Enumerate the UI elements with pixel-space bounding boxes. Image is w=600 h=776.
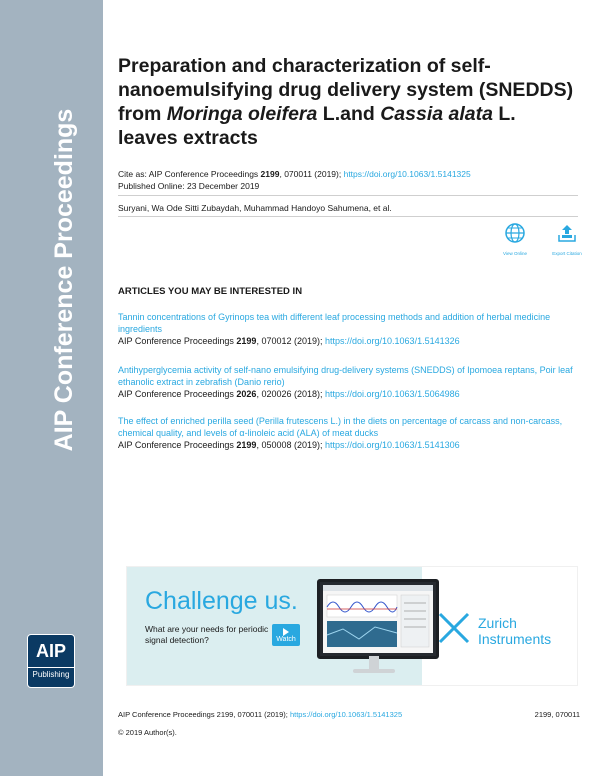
play-icon — [282, 628, 290, 636]
ref-journal: AIP Conference Proceedings — [118, 440, 237, 450]
title-part-3: L. leaves extracts — [118, 103, 516, 149]
monitor-stand-base — [353, 669, 395, 673]
title-italic-1: Moringa oleifera — [166, 103, 318, 125]
divider-top — [118, 195, 578, 196]
ad-watch-button[interactable] — [272, 624, 300, 646]
monitor-stand — [369, 656, 379, 670]
footer-doi-link[interactable]: https://doi.org/10.1063/1.5141325 — [289, 710, 403, 719]
ref-rest: , 020026 (2018); — [256, 389, 325, 399]
export-citation-label: Export Citation — [552, 251, 582, 256]
related-article — [118, 415, 580, 451]
title-part-1: Preparation and characterization of self-nanoemulsifying drug delivery system (SNEDDS) from — [118, 55, 574, 125]
ad-watch-label: Watch — [276, 636, 296, 643]
zurich-instruments-logo-icon — [437, 611, 471, 645]
published-date: Published Online: 23 December 2019 — [118, 181, 260, 191]
related-article — [118, 364, 580, 400]
ref-journal: AIP Conference Proceedings — [118, 389, 237, 399]
footer-citation: 2199, 070011 (2019); — [216, 710, 290, 719]
journal-name: AIP Conference Proceedings — [50, 108, 78, 452]
related-article-ref — [118, 335, 580, 347]
cite-doi-link[interactable]: https://doi.org/10.1063/1.5141325 — [343, 169, 471, 179]
view-online-label: View Online — [503, 251, 527, 256]
article-title — [118, 54, 578, 150]
ref-doi-link[interactable]: https://doi.org/10.1063/1.5064986 — [325, 389, 460, 399]
zurich-instruments-text — [478, 615, 551, 647]
export-citation-button[interactable] — [542, 222, 592, 256]
aip-logo-subtext: Publishing — [28, 667, 74, 688]
ref-volume: 2199 — [236, 336, 257, 346]
related-article-ref — [118, 439, 580, 451]
citation-info — [118, 168, 471, 192]
signal-plot-graphic — [323, 585, 433, 653]
ref-rest: , 050008 (2019); — [256, 440, 325, 450]
ref-rest: , 070012 (2019); — [256, 336, 325, 346]
cite-rest: , 070011 (2019); — [279, 169, 344, 179]
related-article-ref — [118, 388, 580, 400]
ad-subtext: What are your needs for periodic signal detection? — [145, 624, 269, 645]
ref-volume: 2199 — [236, 440, 257, 450]
related-article-title-link[interactable]: The effect of enriched perilla seed (Perilla frutescens L.) in the diets on percentage of carcass and non-carcass, chemical quality, and levels of α-linoleic acid (ALA) of meat ducks — [118, 416, 563, 438]
cite-label: Cite as: AIP Conference Proceedings — [118, 169, 261, 179]
monitor-image — [317, 579, 439, 659]
advertisement-banner[interactable] — [126, 566, 578, 686]
brand-line-2: Instruments — [478, 631, 552, 647]
divider-authors — [118, 216, 578, 217]
aip-logo-text: AIP — [28, 635, 74, 667]
cite-volume: 2199 — [260, 169, 280, 179]
related-article — [118, 311, 580, 347]
ref-journal: AIP Conference Proceedings — [118, 336, 237, 346]
brand-line-1: Zurich — [478, 615, 517, 631]
journal-sidebar — [0, 0, 103, 776]
ad-headline: Challenge us. — [145, 587, 298, 615]
copyright-notice: © 2019 Author(s). — [118, 728, 177, 737]
footer-page-ref: 2199, 070011 — [534, 710, 580, 719]
related-article-title-link[interactable]: Antihyperglycemia activity of self-nano emulsifying drug-delivery systems (SNEDDS) of Ipomoea reptans, Poir leaf ethanolic extract in zebrafish (Danio rerio) — [118, 365, 573, 387]
export-icon — [556, 222, 578, 244]
view-online-button[interactable] — [490, 222, 540, 256]
ref-volume: 2026 — [236, 389, 257, 399]
monitor-screen — [323, 585, 433, 653]
aip-publishing-logo[interactable] — [27, 634, 75, 688]
cite-line — [118, 168, 471, 180]
related-articles-heading: ARTICLES YOU MAY BE INTERESTED IN — [118, 286, 303, 297]
title-italic-2: Cassia alata — [380, 103, 493, 125]
footer-journal: AIP Conference Proceedings — [118, 710, 217, 719]
ref-doi-link[interactable]: https://doi.org/10.1063/1.5141306 — [325, 440, 460, 450]
related-article-title-link[interactable]: Tannin concentrations of Gyrinops tea with different leaf processing methods and addition of herbal medicine ingredients — [118, 312, 551, 334]
author-list: Suryani, Wa Ode Sitti Zubaydah, Muhammad Handoyo Sahumena, et al. — [118, 203, 392, 213]
page-footer — [118, 710, 580, 719]
ref-doi-link[interactable]: https://doi.org/10.1063/1.5141326 — [325, 336, 460, 346]
title-part-2: L.and — [317, 103, 381, 125]
globe-icon — [504, 222, 526, 244]
